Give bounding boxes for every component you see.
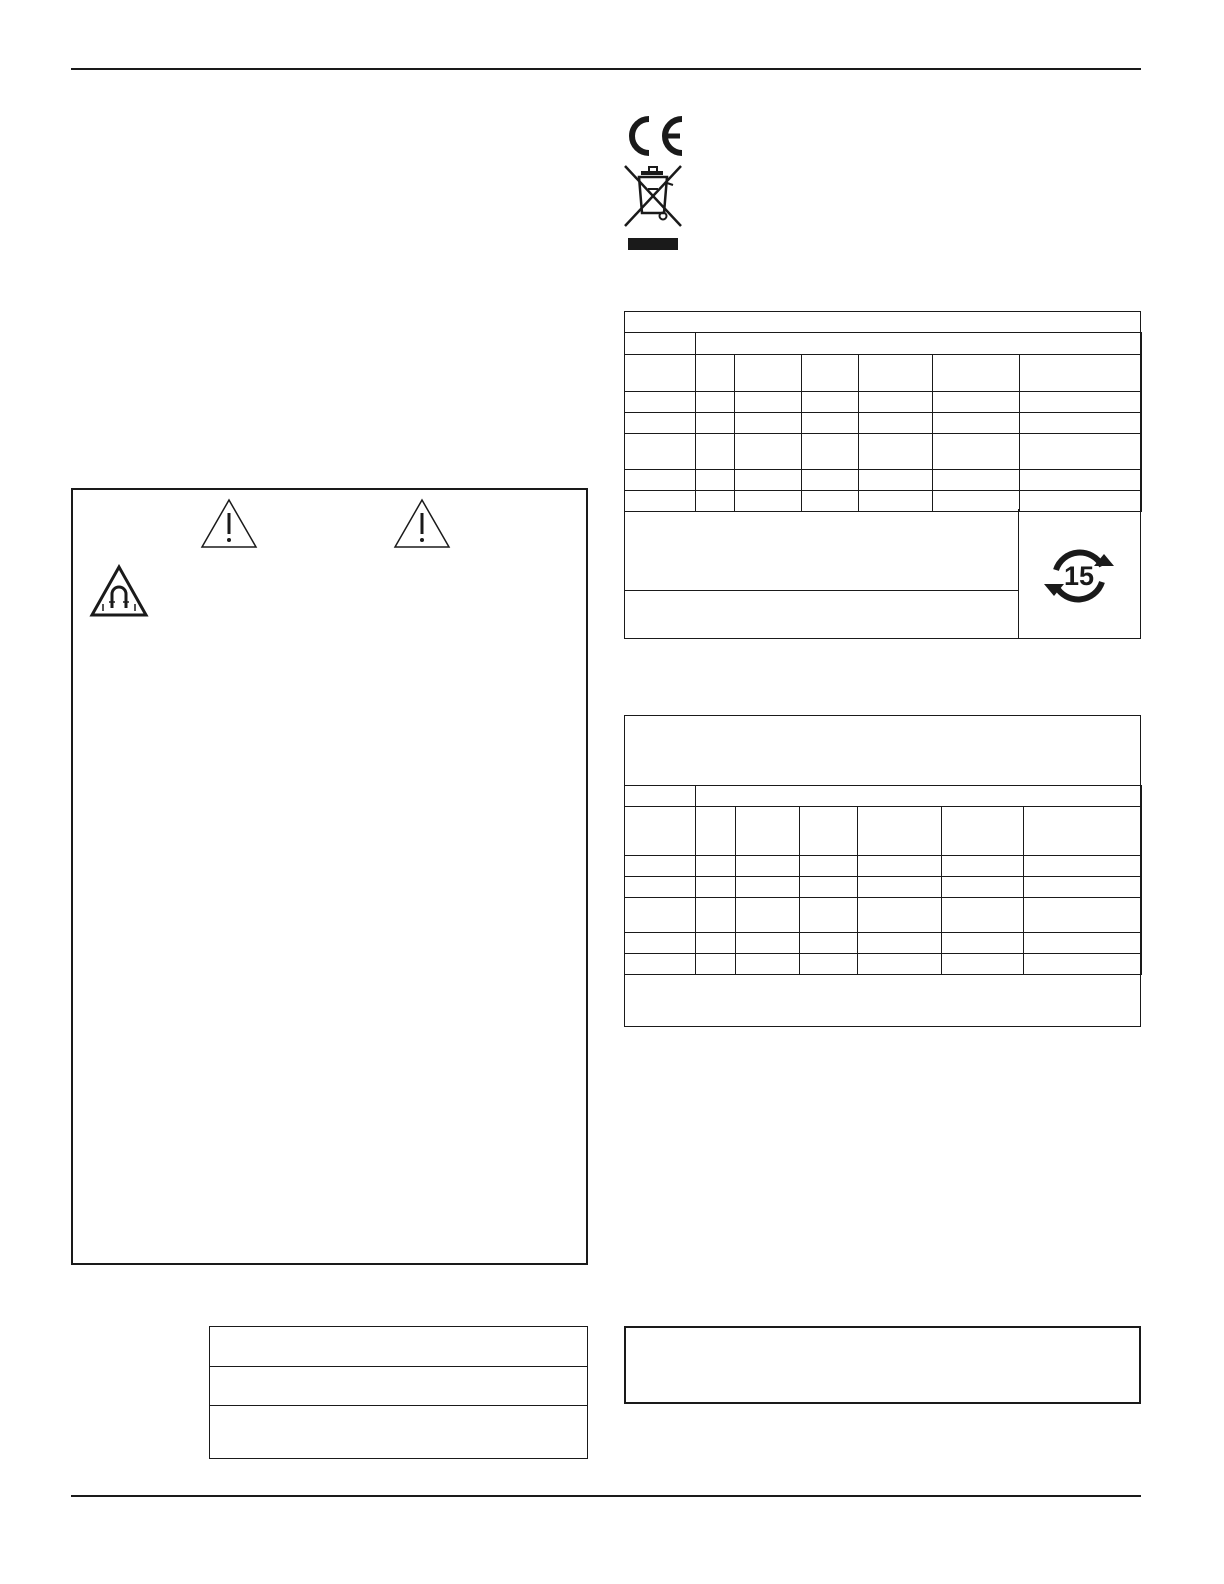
substance-table-2-grid	[624, 785, 1142, 975]
table-row	[625, 491, 1142, 512]
table-cell	[696, 333, 1142, 355]
table-row	[625, 470, 1142, 491]
substance-table-1-grid	[624, 332, 1142, 512]
info-table-box	[209, 1326, 588, 1459]
table-cell	[625, 333, 696, 355]
table-1-footnote-split	[624, 590, 1019, 591]
table-cell	[696, 786, 1142, 807]
notice-box	[624, 1326, 1141, 1404]
table-row	[625, 898, 1142, 933]
table-row	[625, 434, 1142, 470]
info-table-divider	[209, 1366, 588, 1367]
table-row	[625, 856, 1142, 877]
efup-period-label: 15	[1063, 561, 1095, 591]
table-row	[625, 954, 1142, 975]
warning-triangle-icon	[393, 498, 451, 549]
table-row	[625, 413, 1142, 434]
table-row	[625, 933, 1142, 954]
table-row	[625, 877, 1142, 898]
table-cell	[625, 786, 696, 807]
environment-friendly-use-period-icon	[1042, 540, 1116, 610]
magnetic-field-warning-icon	[89, 564, 149, 618]
footer-rule	[71, 1495, 1141, 1497]
info-table-divider	[209, 1405, 588, 1406]
table-header-row	[625, 355, 1142, 392]
warning-triangle-icon	[200, 498, 258, 549]
crossed-out-wheelie-bin-icon	[622, 163, 684, 253]
table-row	[625, 392, 1142, 413]
table-1-footnote-divider	[1018, 509, 1019, 639]
table-header-row	[625, 807, 1142, 856]
header-rule	[71, 68, 1141, 70]
ce-mark-icon	[622, 115, 686, 157]
